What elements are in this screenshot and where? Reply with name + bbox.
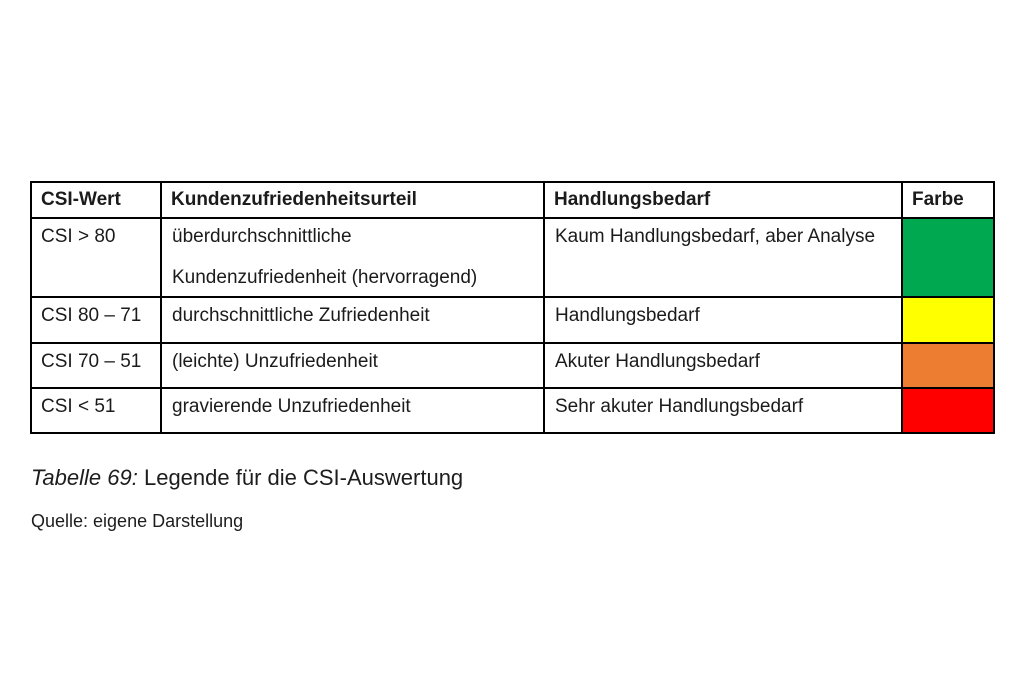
urteil-line: gravierende Unzufriedenheit [172, 396, 411, 417]
cell-csi-range: CSI > 80 [31, 218, 161, 297]
column-header-handlungsbedarf: Handlungsbedarf [544, 182, 902, 218]
cell-zufriedenheitsurteil [161, 218, 544, 297]
cell-zufriedenheitsurteil [161, 388, 544, 433]
urteil-line: Kundenzufriedenheit (hervorragend) [172, 267, 478, 288]
color-swatch-yellow [902, 297, 994, 343]
column-header-farbe: Farbe [902, 182, 994, 218]
table-caption [31, 462, 463, 494]
urteil-line: (leichte) Unzufriedenheit [172, 351, 378, 372]
cell-handlungsbedarf: Sehr akuter Handlungsbedarf [544, 388, 902, 433]
cell-handlungsbedarf: Handlungsbedarf [544, 297, 902, 343]
caption-label: Tabelle 69: [31, 465, 138, 490]
csi-legend-table [30, 181, 995, 434]
color-swatch-orange [902, 343, 994, 388]
urteil-line: durchschnittliche Zufriedenheit [172, 305, 430, 326]
cell-handlungsbedarf: Kaum Handlungsbedarf, aber Analyse [544, 218, 902, 297]
source-note: Quelle: eigene Darstellung [31, 511, 244, 531]
cell-csi-range: CSI < 51 [31, 388, 161, 433]
table-row [31, 388, 994, 433]
caption-text: Legende für die CSI-Auswertung [143, 465, 464, 490]
column-header-kundenzufriedenheitsurteil: Kundenzufriedenheitsurteil [161, 182, 544, 218]
cell-csi-range: CSI 70 – 51 [31, 343, 161, 388]
table-header-row [31, 182, 994, 218]
table-row [31, 218, 994, 297]
cell-handlungsbedarf: Akuter Handlungsbedarf [544, 343, 902, 388]
urteil-line: überdurchschnittliche [172, 226, 352, 247]
cell-csi-range: CSI 80 – 71 [31, 297, 161, 343]
cell-zufriedenheitsurteil [161, 343, 544, 388]
table-row [31, 343, 994, 388]
cell-zufriedenheitsurteil [161, 297, 544, 343]
color-swatch-green [902, 218, 994, 297]
column-header-csi-wert: CSI-Wert [31, 182, 161, 218]
table-row [31, 297, 994, 343]
color-swatch-red [902, 388, 994, 433]
